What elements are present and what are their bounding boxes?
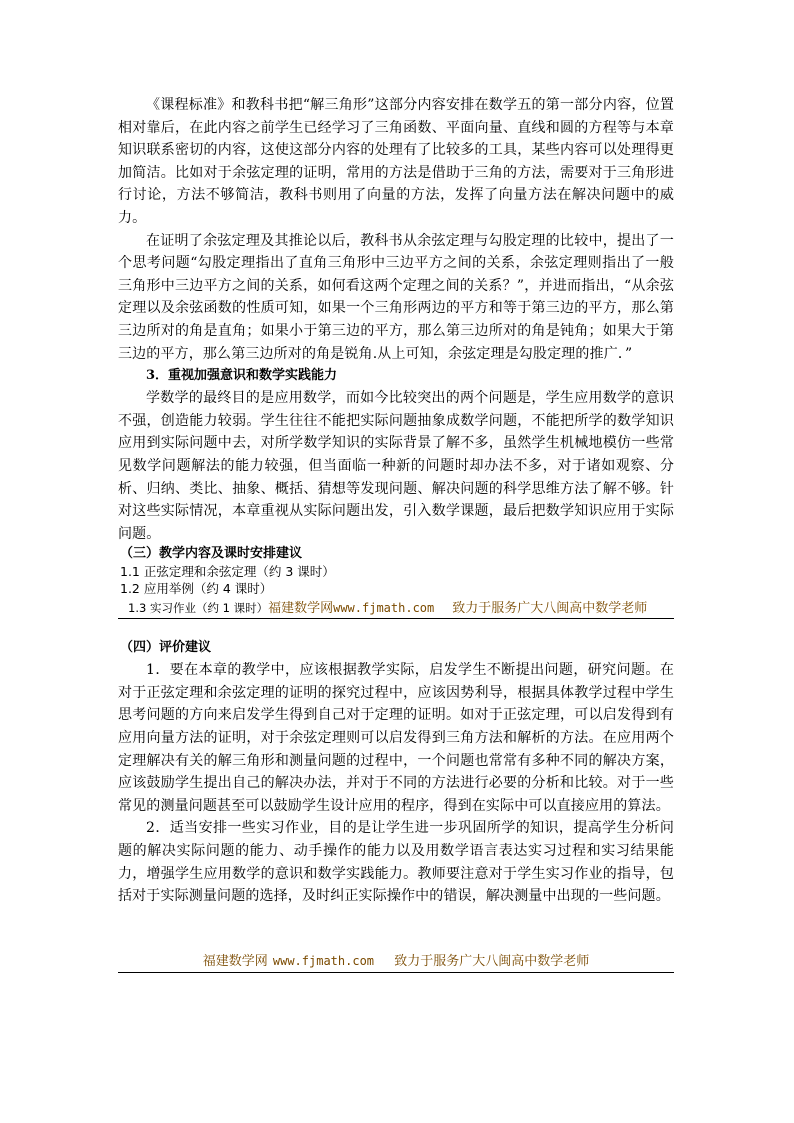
list-item: 1.3 实习作业（约 1 课时） xyxy=(128,601,269,616)
intro-paragraph-1: 《课程标准》和教科书把“解三角形”这部分内容安排在数学五的第一部分内容，位置相对靠后，在此内容之前学生已经学习了三角函数、平面向量、直线和圆的方程等与本章知识联系密切的内容，这使这部分内容的处理有了比较多的工具，某些内容可以处理得更加简洁。比如对于余弦定理的证明，常用的方法是借助于三角的方法，需要对于三角形进行讨论，方法不够简洁，教科书则用了向量的方法，发挥了向量方法在解决问题中的威力。 xyxy=(118,97,674,226)
list-item: 1.1 正弦定理和余弦定理（约 3 课时） xyxy=(120,564,335,580)
list-item: 1.2 应用举例（约 4 课时） xyxy=(120,581,273,597)
inline-footer xyxy=(118,597,674,619)
section-3-heading: 3．重视加强意识和数学实践能力 xyxy=(146,368,338,384)
footer-url: www.fjmath.com xyxy=(333,601,435,616)
document-body xyxy=(118,94,674,908)
footer-slogan: 致力于服务广大八闽高中数学老师 xyxy=(394,954,590,969)
footer-slogan: 致力于服务广大八闽高中数学老师 xyxy=(452,601,648,617)
section-four-heading: （四）评价建议 xyxy=(120,640,212,656)
footer-site-name: 福建数学网 xyxy=(202,954,268,969)
section-four-paragraph-2: 2．适当安排一些实习作业，目的是让学生进一步巩固所学的知识，提高学生分析问题的解决实际问题的能力、动手操作的能力以及用数学语言表达实习过程和实习结果能力，增强学生应用数学的意识和数学实践能力。教师要注意对于学生实习作业的指导，包括对于实际测量问题的选择，及时纠正实际操作中的错误，解决测量中出现的一些问题。 xyxy=(118,820,674,905)
section-3-paragraph: 学数学的最终目的是应用数学，而如今比较突出的两个问题是，学生应用数学的意识不强，创造能力较弱。学生往往不能把实际问题抽象成数学问题，不能把所学的数学知识应用到实际问题中去，对所学数学知识的实际背景了解不多，虽然学生机械地模仿一些常见数学问题解法的能力较强，但当面临一种新的问题时却办法不多，对于诸如观察、分析、归纳、类比、抽象、概括、猜想等发现问题、解决问题的科学思维方法了解不够。针对这些实际情况，本章重视从实际问题出发，引入数学课题，最后把数学知识应用于实际问题。 xyxy=(118,390,674,542)
section-four-paragraph-1: 1．要在本章的教学中，应该根据教学实际，启发学生不断提出问题，研究问题。在对于正弦定理和余弦定理的证明的探究过程中，应该因势利导，根据具体教学过程中学生思考问题的方向来启发学生得到自己对于定理的证明。如对于正弦定理，可以启发得到有应用向量方法的证明，对于余弦定理则可以启发得到三角方法和解析的方法。在应用两个定理解决有关的解三角形和测量问题的过程中，一个问题也常常有多种不同的解决方案，应该鼓励学生提出自己的解决办法，并对于不同的方法进行必要的分析和比较。对于一些常见的测量问题甚至可以鼓励学生设计应用的程序，得到在实际中可以直接应用的算法。 xyxy=(118,662,674,814)
footer-url: www.fjmath.com xyxy=(272,954,375,968)
intro-paragraph-2: 在证明了余弦定理及其推论以后，教科书从余弦定理与勾股定理的比较中，提出了一个思考问题“勾股定理指出了直角三角形中三边平方之间的关系，余弦定理则指出了一般三角形中三边平方之间的关系，如何看这两个定理之间的关系？”，并进而指出，“从余弦定理以及余弦函数的性质可知，如果一个三角形两边的平方和等于第三边的平方，那么第三边所对的角是直角；如果小于第三边的平方，那么第三边所对的角是钝角；如果大于第三边的平方，那么第三边所对的角是锐角.从上可知，余弦定理是勾股定理的推广．” xyxy=(118,232,674,362)
section-three-heading: （三）教学内容及课时安排建议 xyxy=(120,546,303,562)
page-footer xyxy=(118,950,674,973)
footer-site-name: 福建数学网 xyxy=(268,601,334,617)
